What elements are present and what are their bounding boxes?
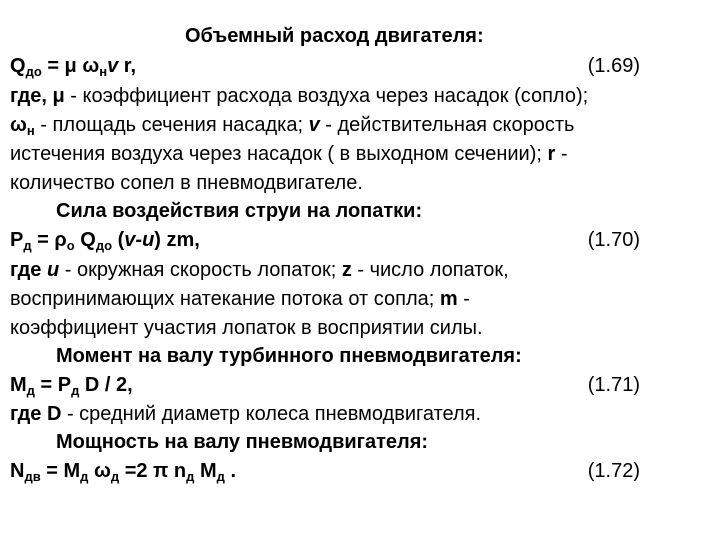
text-line: воспринимающих натекание потока от сопла; m -	[10, 288, 470, 310]
equation-number: (1.69)	[587, 55, 640, 77]
text-line: количество сопел в пневмодвигателе.	[10, 172, 363, 194]
formula-1-71: $М_д = Р_д$ D / 2, (1.71)	[10, 374, 640, 398]
heading-shaft-torque: Момент на валу турбинного пневмодвигателя:	[56, 345, 522, 367]
text-line: $\omega_н$ - площадь сечения насадка; v - действительная скорость	[10, 114, 575, 138]
equation-number: (1.70)	[587, 229, 640, 251]
text-line: где, μ - коэффициент расхода воздуха через насадок (сопло);	[10, 85, 589, 107]
formula-1-69: $Q_{до} = \mu$ $\omega_нv$ r, (1.69)	[10, 55, 640, 79]
text-line: где u - окружная скорость лопаток; z - число лопаток,	[10, 259, 509, 281]
heading-shaft-power: Мощность на валу пневмодвигателя:	[56, 431, 429, 453]
heading-volume-flow: Объемный расход двигателя:	[185, 25, 484, 47]
formula-1-70: $Р_д = \rho_о$ $Q_{до}$ (v-u) zm, (1.70)	[10, 229, 640, 253]
text-line: истечения воздуха через насадок ( в выходном сечении); r -	[10, 143, 568, 165]
text-line: коэффициент участия лопаток в восприятии силы.	[10, 317, 483, 339]
heading-jet-force: Сила воздействия струи на лопатки:	[56, 200, 423, 222]
text-line: где D - средний диаметр колеса пневмодвигателя.	[10, 403, 482, 425]
equation-number: (1.71)	[587, 374, 640, 396]
formula-1-72: $N_{дв} = М_д$ $\omega_д =2$ π $n_д$ $М_д$ . (1.72)	[10, 460, 640, 484]
equation-number: (1.72)	[587, 460, 640, 482]
